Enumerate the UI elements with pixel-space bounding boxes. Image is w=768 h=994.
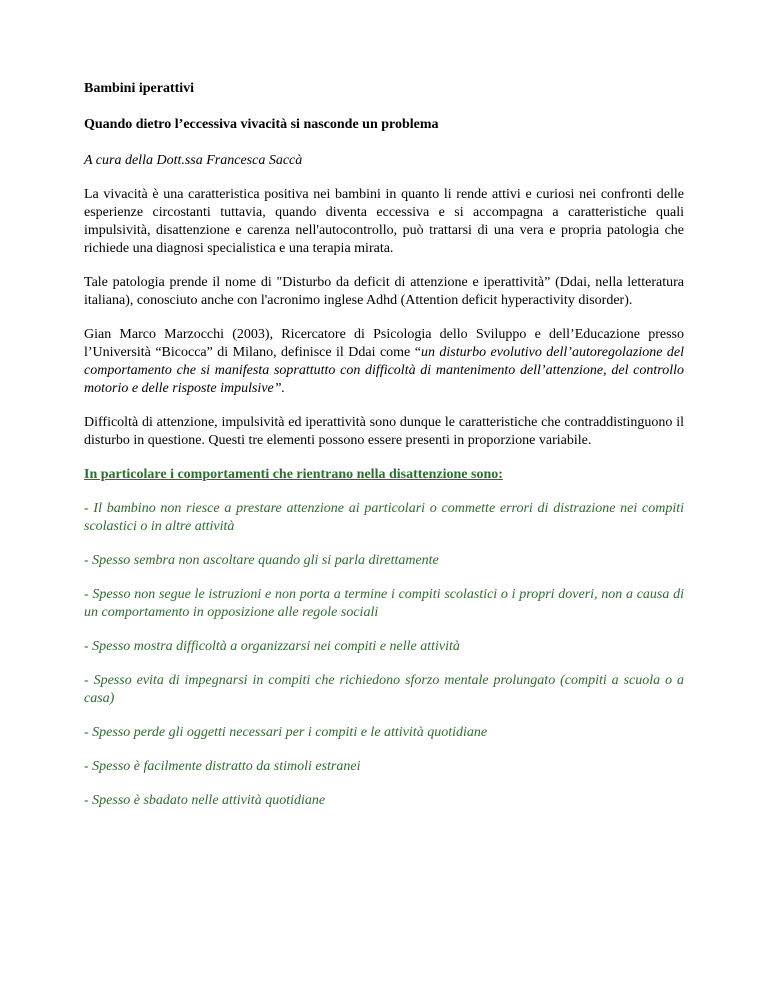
paragraph-quote-text: Gian Marco Marzocchi (2003), Ricercatore di Psicologia dello Sviluppo e dell’Educazione presso l’Università “Bicocca” di Milano, definisce il Ddai come “ xyxy=(84,327,684,360)
list-item: - Spesso sembra non ascoltare quando gli si parla direttamente xyxy=(84,553,439,568)
document-title: Bambini iperattivi xyxy=(84,81,195,96)
paragraph-quote-italic: un disturbo evolutivo dell’autoregolazione del comportamento che si manifesta soprattutto con difficoltà di mantenimento dell’attenzione, del controllo motorio e delle risposte impulsive”. xyxy=(84,345,684,396)
paragraph-intro: La vivacità è una caratteristica positiva nei bambini in quanto li rende attivi e curiosi nei confronti delle esperienze circostanti tuttavia, quando diventa eccessiva e si accompagna a caratteristiche quali impulsività, disattenzione e carenza nell'autocontrollo, può trattarsi di una vera e propria patologia che richiede una diagnosi specialistica e una terapia mirata. xyxy=(84,187,684,256)
paragraph-definition: Tale patologia prende il nome di "Disturbo da deficit di attenzione e iperattività” (Ddai, nella letteratura italiana), conosciuto anche con l'acronimo inglese Adhd (Attention deficit hyperactivity disorder). xyxy=(84,275,684,308)
document-subtitle: Quando dietro l’eccessiva vivacità si nasconde un problema xyxy=(84,117,439,132)
section-heading: In particolare i comportamenti che rientrano nella disattenzione sono: xyxy=(84,467,503,482)
list-item: - Spesso è facilmente distratto da stimoli estranei xyxy=(84,759,361,774)
paragraph-summary: Difficoltà di attenzione, impulsività ed iperattività sono dunque le caratteristiche che contraddistinguono il disturbo in questione. Questi tre elementi possono essere presenti in proporzione variabile. xyxy=(84,415,684,448)
list-item: - Spesso evita di impegnarsi in compiti che richiedono sforzo mentale prolungato (compiti a scuola o a casa) xyxy=(84,673,684,706)
list-item: - Il bambino non riesce a prestare attenzione ai particolari o commette errori di distrazione nei compiti scolastici o in altre attività xyxy=(84,501,684,534)
paragraph-quote xyxy=(84,326,684,398)
list-item: - Spesso non segue le istruzioni e non porta a termine i compiti scolastici o i propri doveri, non a causa di un comportamento in opposizione alle regole sociali xyxy=(84,587,684,620)
list-item: - Spesso perde gli oggetti necessari per i compiti e le attività quotidiane xyxy=(84,725,488,740)
list-item: - Spesso è sbadato nelle attività quotidiane xyxy=(84,793,326,808)
list-item: - Spesso mostra difficoltà a organizzarsi nei compiti e nelle attività xyxy=(84,639,460,654)
author-line: A cura della Dott.ssa Francesca Saccà xyxy=(84,153,303,168)
